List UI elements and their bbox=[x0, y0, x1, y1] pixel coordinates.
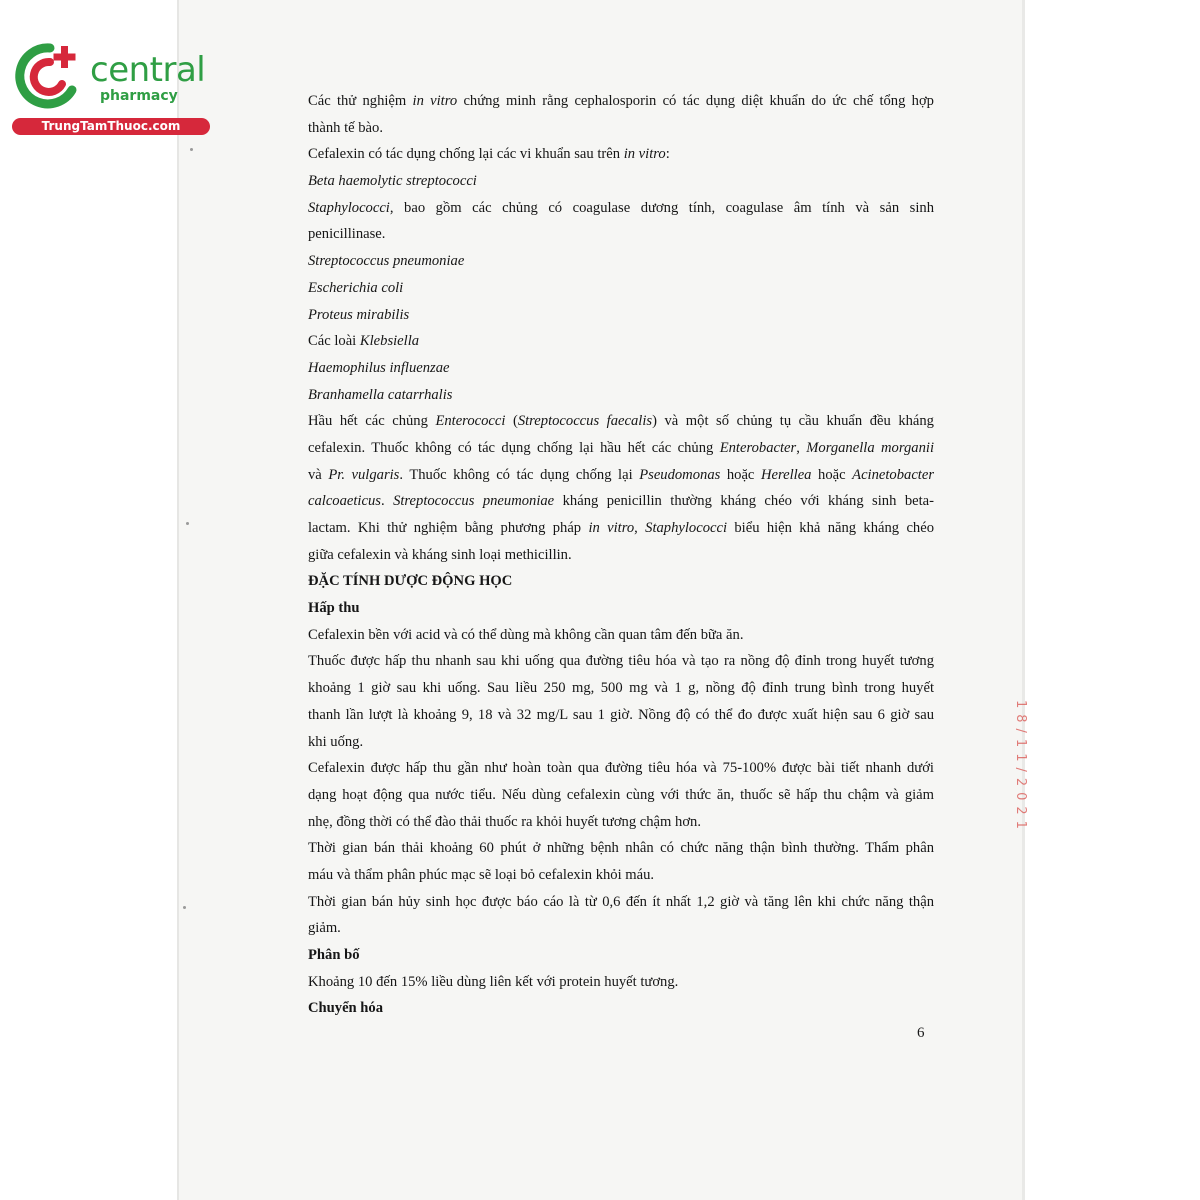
logo-website-url[interactable]: TrungTamThuoc.com bbox=[12, 118, 210, 135]
page-left-edge bbox=[177, 0, 179, 1200]
red-stamp: 18/11/2021 bbox=[1013, 700, 1028, 835]
bacteria-item: Staphylococci, bao gồm các chủng có coagulase dương tính, coagulase âm tính và sản sinh bbox=[308, 199, 934, 216]
paragraph-line: Thuốc được hấp thu nhanh sau khi uống qua đường tiêu hóa và tạo ra nồng độ đỉnh trong huyết tương bbox=[308, 653, 934, 670]
paragraph-line: Thời gian bán hủy sinh học được báo cáo là từ 0,6 đến ít nhất 1,2 giờ và tăng lên khi chức năng thận bbox=[308, 893, 934, 910]
paragraph-line: máu và thẩm phân phúc mạc sẽ loại bỏ cefalexin khỏi máu. bbox=[308, 866, 655, 883]
scan-speck bbox=[183, 906, 186, 909]
paragraph-line: calcoaeticus. Streptococcus pneumoniae kháng penicillin thường kháng chéo với kháng sinh beta- bbox=[308, 493, 934, 510]
central-pharmacy-logo[interactable] bbox=[10, 38, 215, 138]
paragraph-line: thành tế bào. bbox=[308, 119, 383, 136]
paragraph-line: và Pr. vulgaris. Thuốc không có tác dụng chống lại Pseudomonas hoặc Herellea hoặc Acinetobacter bbox=[308, 466, 934, 483]
paragraph-line: khoảng 1 giờ sau khi uống. Sau liều 250 mg, 500 mg và 1 g, nồng độ đỉnh trung bình trong huyết bbox=[308, 680, 934, 697]
bacteria-item: Beta haemolytic streptococci bbox=[308, 173, 477, 190]
subsection-heading: Chuyển hóa bbox=[308, 1000, 384, 1017]
subsection-heading: Hấp thu bbox=[308, 600, 360, 617]
logo-brand-sub: pharmacy bbox=[100, 88, 178, 104]
bacteria-item: Streptococcus pneumoniae bbox=[308, 253, 465, 270]
paragraph-line: lactam. Khi thử nghiệm bằng phương pháp in vitro, Staphylococci biểu hiện khả năng kháng chéo bbox=[308, 520, 934, 536]
paragraph-line: giữa cefalexin và kháng sinh loại methicillin. bbox=[308, 546, 572, 563]
bacteria-item: Escherichia coli bbox=[308, 279, 404, 296]
page-right-edge bbox=[1022, 0, 1025, 1200]
central-logo-icon bbox=[10, 38, 90, 113]
section-heading: ĐẶC TÍNH DƯỢC ĐỘNG HỌC bbox=[308, 573, 513, 590]
paragraph-line: penicillinase. bbox=[308, 226, 386, 243]
paragraph-line: Hầu hết các chủng Enterococci (Streptococcus faecalis) và một số chủng tụ cầu khuẩn đều kháng bbox=[308, 413, 934, 430]
paragraph-line: Các thử nghiệm in vitro chứng minh rằng cephalosporin có tác dụng diệt khuẩn do ức chế tổng hợp bbox=[308, 93, 934, 109]
page-number: 6 bbox=[917, 1025, 925, 1041]
paragraph-line: Cefalexin có tác dụng chống lại các vi khuẩn sau trên in vitro: bbox=[308, 146, 670, 163]
bacteria-item: Haemophilus influenzae bbox=[308, 359, 450, 376]
paragraph-line: dạng hoạt động qua nước tiểu. Nếu dùng cefalexin cùng với thức ăn, thuốc sẽ hấp thu chậm và giảm bbox=[308, 786, 934, 803]
paragraph-line: Khoảng 10 đến 15% liều dùng liên kết với protein huyết tương. bbox=[308, 973, 679, 990]
subsection-heading: Phân bố bbox=[308, 947, 360, 963]
scan-speck bbox=[190, 148, 193, 151]
paragraph-line: Thời gian bán thải khoảng 60 phút ở những bệnh nhân có chức năng thận bình thường. Thẩm phân bbox=[308, 840, 934, 857]
bacteria-item: Proteus mirabilis bbox=[308, 306, 410, 323]
paragraph-line: nhẹ, đồng thời có thể đào thải thuốc ra khỏi huyết tương chậm hơn. bbox=[308, 813, 701, 830]
document-body bbox=[308, 88, 934, 1022]
scan-speck bbox=[186, 522, 189, 525]
bacteria-item: Branhamella catarrhalis bbox=[308, 386, 453, 403]
paragraph-line: Cefalexin bền với acid và có thể dùng mà không cần quan tâm đến bữa ăn. bbox=[308, 626, 744, 643]
logo-brand-name: central bbox=[90, 50, 206, 90]
bacteria-item: Các loài Klebsiella bbox=[308, 333, 420, 350]
paragraph-line: khi uống. bbox=[308, 733, 364, 750]
paragraph-line: giảm. bbox=[308, 920, 341, 937]
paragraph-line: cefalexin. Thuốc không có tác dụng chống lại hầu hết các chủng Enterobacter, Morganella morganii bbox=[308, 439, 934, 456]
paragraph-line: thanh lần lượt là khoảng 9, 18 và 32 mg/L sau 1 giờ. Nồng độ có thể đo được xuất hiện sau 6 giờ sau bbox=[308, 706, 934, 723]
paragraph-line: Cefalexin được hấp thu gần như hoàn toàn qua đường tiêu hóa và 75-100% được bài tiết nhanh dưới bbox=[308, 760, 934, 777]
